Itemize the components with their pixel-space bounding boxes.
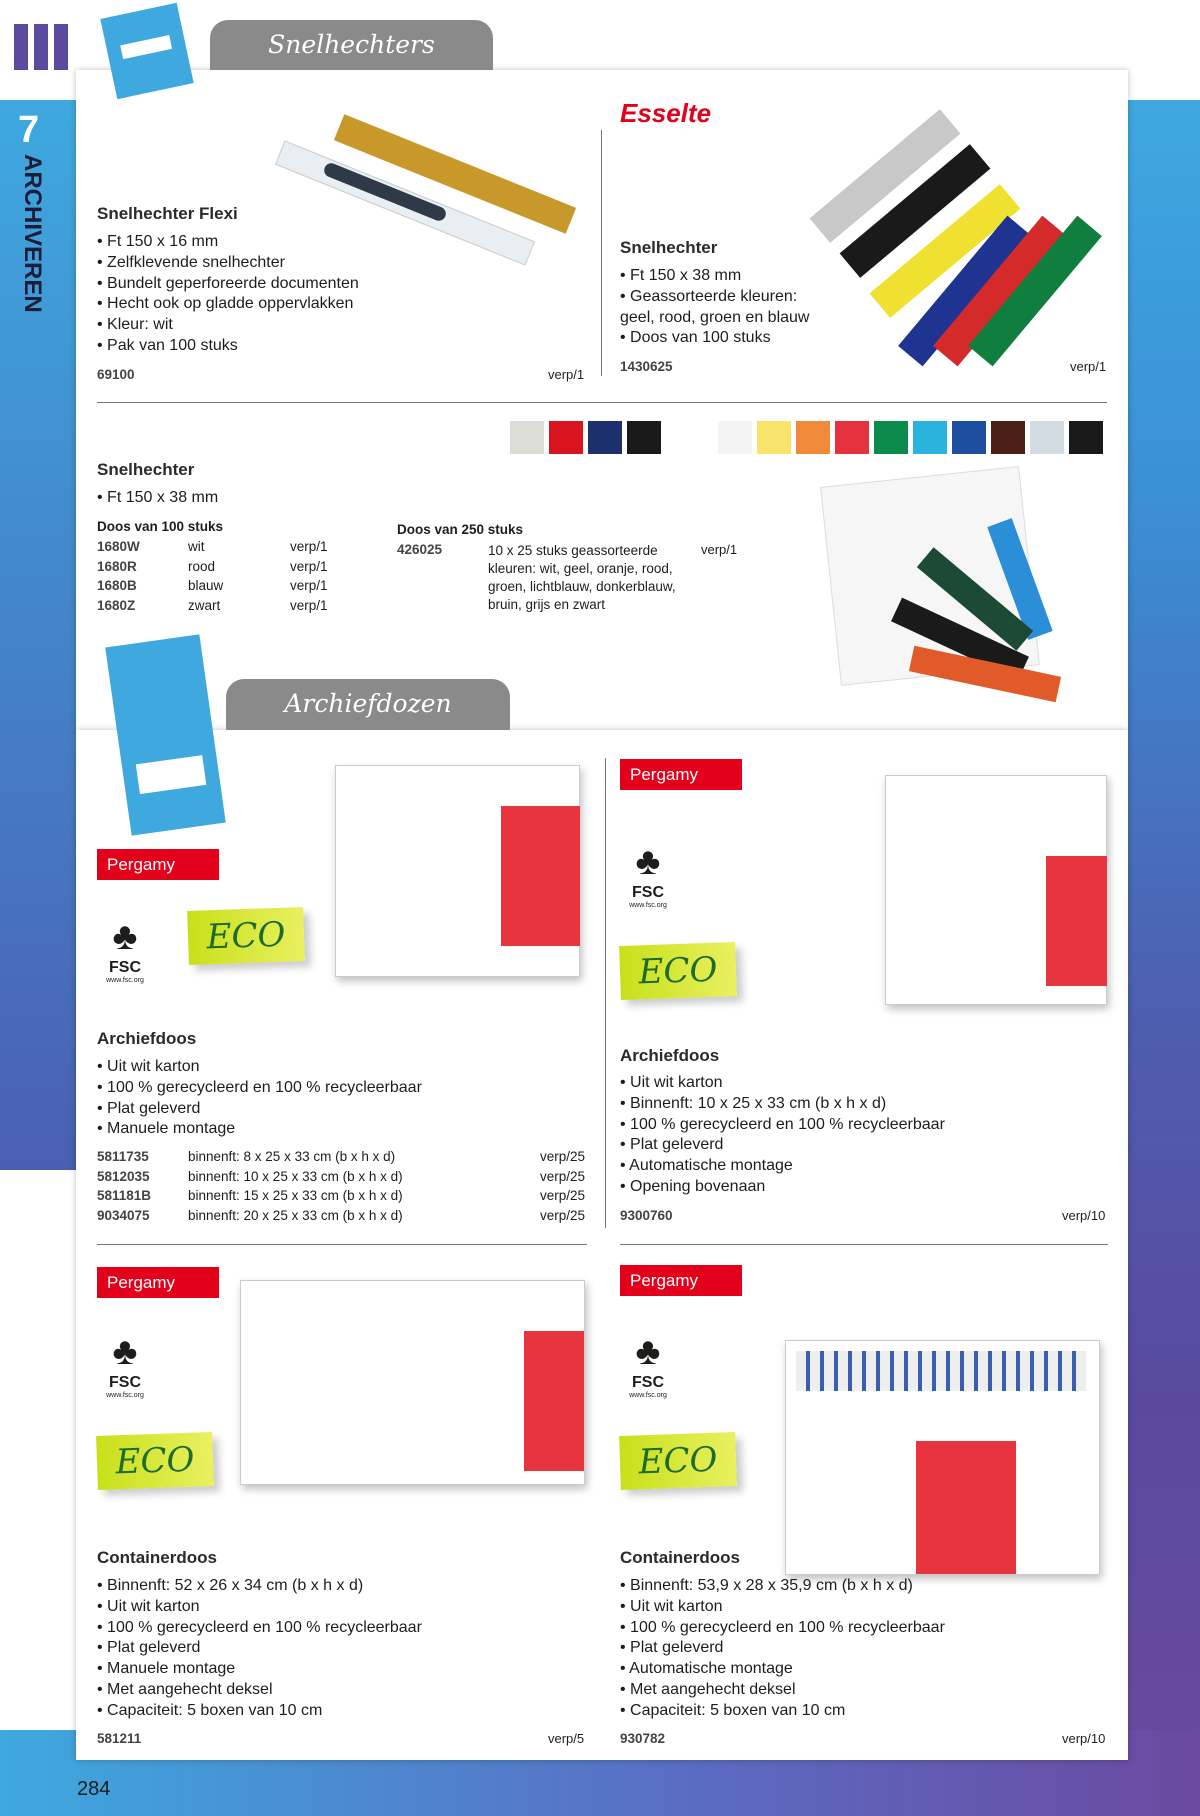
divider (601, 130, 602, 376)
bullet-item: • Bundelt geperforeerde documenten (97, 274, 359, 295)
color-swatch (549, 421, 583, 454)
chapter-title: ARCHIVEREN (19, 154, 46, 313)
bullet-item: • Binnenft: 53,9 x 28 x 35,9 cm (b x h x d) (620, 1576, 945, 1597)
archief1-bullets (97, 1057, 422, 1140)
unit: verp/1 (290, 539, 328, 554)
bullet-item: • Capaciteit: 5 boxen van 10 cm (97, 1701, 422, 1722)
eco-label: ECO (619, 1432, 737, 1490)
archief2-bullets (620, 1073, 945, 1198)
product-code: 5812035 (97, 1168, 150, 1184)
bullet-item: • Zelfklevende snelhechter (97, 253, 359, 274)
eco-label: ECO (619, 942, 737, 1000)
bullet-item: • Manuele montage (97, 1659, 422, 1680)
color-swatch (718, 421, 752, 454)
box100-heading: Doos van 100 stuks (97, 519, 224, 534)
bullet-item: • Ft 150 x 16 mm (97, 232, 359, 253)
bullet-item: • Uit wit karton (620, 1597, 945, 1618)
flexi-bullets (97, 232, 359, 357)
bullet-item: • Uit wit karton (620, 1073, 945, 1094)
color-swatch (510, 421, 544, 454)
divider (97, 402, 1107, 403)
pergamy-logo: Pergamy (97, 1267, 219, 1298)
color-swatch (588, 421, 622, 454)
bullet-item: • Binnenft: 52 x 26 x 34 cm (b x h x d) (97, 1576, 422, 1597)
color-swatch (627, 421, 661, 454)
bullet-item: • 100 % gerecycleerd en 100 % recycleerbaar (620, 1115, 945, 1136)
unit: verp/25 (540, 1149, 586, 1164)
bullet-item: • Met aangehecht deksel (620, 1680, 945, 1701)
divider (620, 1244, 1108, 1245)
container1-title: Containerdoos (97, 1548, 217, 1567)
archief2-code: 9300760 (620, 1208, 673, 1223)
box250-unit: verp/1 (701, 542, 738, 557)
esselte-logo: Esselte (620, 98, 712, 128)
bullet-item: • Uit wit karton (97, 1057, 422, 1078)
unit: verp/25 (540, 1168, 586, 1184)
archiefdoos-image (885, 775, 1107, 1005)
archief2-unit: verp/10 (1062, 1208, 1106, 1223)
bullet-item: • Capaciteit: 5 boxen van 10 cm (620, 1701, 945, 1722)
bullet-item: • Doos van 100 stuks (620, 328, 830, 349)
archief2-title: Archiefdoos (620, 1046, 720, 1065)
color-swatch (1069, 421, 1103, 454)
box250-code: 426025 (397, 542, 443, 557)
unit: verp/25 (540, 1208, 586, 1224)
product-code: 9034075 (97, 1208, 150, 1224)
margin (0, 1170, 76, 1730)
bullet-item: • Uit wit karton (97, 1597, 422, 1618)
bullet-item: • Manuele montage (97, 1119, 422, 1140)
color-swatch (757, 421, 791, 454)
snelhechter-tab-icon (100, 3, 193, 99)
esselte-title: Snelhechter (620, 238, 718, 257)
unit: verp/1 (290, 558, 328, 574)
flexi-code: 69100 (97, 367, 135, 382)
container2-unit: verp/10 (1062, 1731, 1106, 1746)
container1-code: 581211 (97, 1731, 142, 1746)
esselte-code: 1430625 (620, 359, 673, 374)
section-tab-snelhechters: Snelhechters (210, 20, 493, 70)
container1-bullets (97, 1576, 422, 1722)
product-desc: blauw (188, 578, 224, 594)
bullet-item: • Plat geleverd (97, 1638, 422, 1659)
product-desc: binnenft: 10 x 25 x 33 cm (b x h x d) (188, 1168, 403, 1184)
containerdoos-image (240, 1280, 585, 1485)
divider (97, 1244, 587, 1245)
divider (605, 758, 606, 1228)
unit: verp/25 (540, 1188, 586, 1204)
archief1-title: Archiefdoos (97, 1029, 197, 1048)
bullet-item: • Plat geleverd (620, 1135, 945, 1156)
container2-code: 930782 (620, 1731, 666, 1746)
esselte-bullets (620, 266, 830, 349)
snel2-bullets (97, 488, 218, 509)
bullet-item: • Met aangehecht deksel (97, 1680, 422, 1701)
color-swatch (796, 421, 830, 454)
binder-icon (12, 22, 72, 72)
product-desc: wit (188, 539, 205, 554)
flexi-title: Snelhechter Flexi (97, 204, 238, 223)
box250-heading: Doos van 250 stuks (397, 522, 524, 537)
color-swatch (913, 421, 947, 454)
color-swatch (1030, 421, 1064, 454)
product-code: 581181B (97, 1188, 152, 1204)
product-code: 1680B (97, 578, 137, 594)
snel2-title: Snelhechter (97, 460, 195, 479)
archiefdoos-image (335, 765, 580, 977)
color-swatch (874, 421, 908, 454)
bullet-item: • Geassorteerde kleuren: geel, rood, groen en blauw (620, 287, 830, 329)
color-swatch (835, 421, 869, 454)
bullet-item: • Ft 150 x 38 mm (620, 266, 830, 287)
flexi-unit: verp/1 (548, 367, 585, 382)
pergamy-logo: Pergamy (620, 759, 742, 790)
color-swatch (952, 421, 986, 454)
bullet-item: • Binnenft: 10 x 25 x 33 cm (b x h x d) (620, 1094, 945, 1115)
chapter-number: 7 (18, 109, 40, 151)
bullet-item: • Plat geleverd (620, 1638, 945, 1659)
snelhechter-document-image (810, 476, 1080, 706)
esselte-unit: verp/1 (1070, 359, 1107, 374)
product-code: 1680R (97, 558, 137, 574)
bullet-item: • Automatische montage (620, 1659, 945, 1680)
bullet-item: • 100 % gerecycleerd en 100 % recycleerbaar (620, 1618, 945, 1639)
unit: verp/1 (290, 598, 328, 614)
product-desc: zwart (188, 598, 221, 614)
unit: verp/1 (290, 578, 328, 594)
fsc-logo: ♣ FSC www.fsc.org (106, 1331, 144, 1399)
bullet-item: • Automatische montage (620, 1156, 945, 1177)
container2-bullets (620, 1576, 945, 1722)
page-number: 284 (77, 1778, 111, 1800)
bullet-item: • Plat geleverd (97, 1099, 422, 1120)
pergamy-logo: Pergamy (97, 849, 219, 880)
bullet-item: • Opening bovenaan (620, 1177, 945, 1198)
fsc-logo: ♣ FSC www.fsc.org (629, 1331, 667, 1399)
bullet-item: • 100 % gerecycleerd en 100 % recycleerbaar (97, 1078, 422, 1099)
product-desc: rood (188, 558, 216, 574)
fsc-logo: ♣ FSC www.fsc.org (629, 841, 667, 909)
product-code: 1680Z (97, 598, 136, 614)
bullet-item: • Pak van 100 stuks (97, 336, 359, 357)
box250-desc: 10 x 25 stuks geassorteerde kleuren: wit, geel, oranje, rood, groen, lichtblauw, donkerblauw, bruin, grijs en zwart (488, 543, 676, 612)
pergamy-logo: Pergamy (620, 1265, 742, 1296)
product-desc: binnenft: 15 x 25 x 33 cm (b x h x d) (188, 1188, 403, 1204)
section-tab-archiefdozen: Archiefdozen (226, 679, 510, 730)
container1-unit: verp/5 (548, 1731, 585, 1746)
eco-label: ECO (96, 1432, 214, 1490)
product-desc: binnenft: 20 x 25 x 33 cm (b x h x d) (188, 1208, 403, 1224)
chapter-label (18, 110, 58, 313)
product-code: 5811735 (97, 1149, 149, 1164)
color-swatch (991, 421, 1025, 454)
bullet-item: • Ft 150 x 38 mm (97, 488, 218, 509)
bullet-item: • Hecht ook op gladde oppervlakken (97, 294, 359, 315)
bullet-item: • 100 % gerecycleerd en 100 % recycleerbaar (97, 1618, 422, 1639)
bullet-item: • Kleur: wit (97, 315, 359, 336)
esselte-image (790, 100, 1110, 380)
product-desc: binnenft: 8 x 25 x 33 cm (b x h x d) (188, 1149, 396, 1164)
fsc-logo: ♣ FSC www.fsc.org (106, 916, 144, 984)
product-code: 1680W (97, 539, 140, 554)
container2-title: Containerdoos (620, 1548, 740, 1567)
eco-label: ECO (187, 907, 305, 965)
containerdoos-image (785, 1340, 1100, 1575)
